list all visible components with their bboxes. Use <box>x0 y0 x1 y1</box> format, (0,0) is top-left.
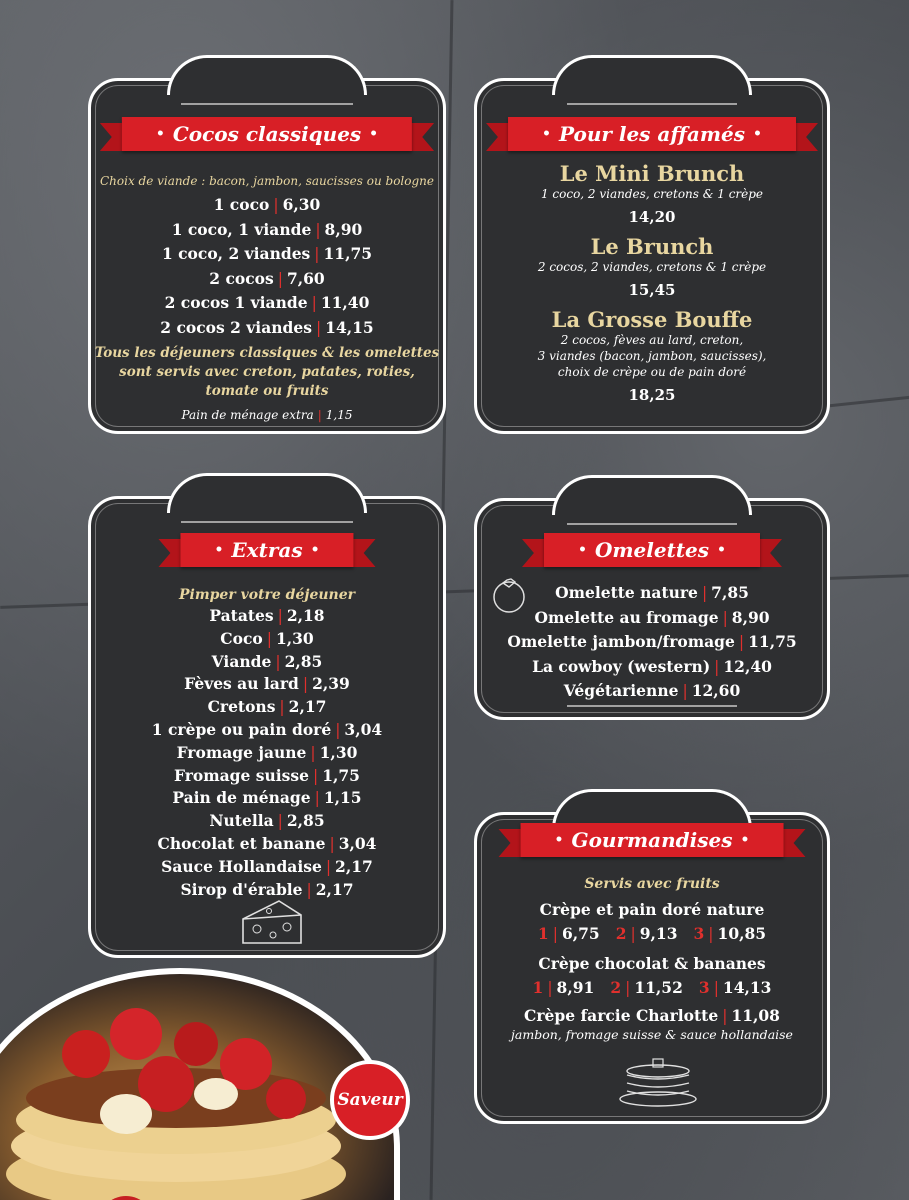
menu-item <box>477 655 827 680</box>
menu-item-price: 3,04 <box>338 833 377 853</box>
combo-desc: 2 cocos, 2 viandes, cretons & 1 crèpe <box>537 260 767 274</box>
price-tiers <box>477 923 827 945</box>
separator: | <box>277 269 283 288</box>
menu-item-price: 2,17 <box>335 856 373 876</box>
panel-top-arch <box>552 55 752 95</box>
tier-price: 6,75 <box>561 924 600 943</box>
separator: | <box>325 857 332 876</box>
price-tier <box>699 978 772 997</box>
separator: | <box>708 925 714 943</box>
menu-item-price: 11,75 <box>748 632 797 651</box>
menu-list <box>91 605 443 901</box>
separator: | <box>738 633 745 651</box>
menu-item <box>91 810 443 833</box>
separator: | <box>311 294 317 312</box>
menu-item-price: 2,18 <box>286 606 325 625</box>
section-ribbon <box>521 823 784 857</box>
menu-item <box>477 679 827 704</box>
menu-item-name: 1 coco <box>213 195 270 214</box>
menu-item-name: Coco <box>220 628 263 648</box>
menu-item-name: La cowboy (western) <box>532 656 711 676</box>
menu-item-name: Omelette au fromage <box>534 607 719 627</box>
separator: | <box>329 834 335 853</box>
tier-count: 1 <box>532 978 544 997</box>
separator: | <box>314 245 320 263</box>
menu-item-price: 6,30 <box>282 195 321 214</box>
menu-item: Crèpe farcie Charlotte | 11,08 <box>524 1006 780 1025</box>
menu-item-price: 12,60 <box>691 681 741 700</box>
combo-desc: choix de crèpe ou de pain doré <box>557 365 747 379</box>
section-ribbon <box>508 117 796 151</box>
extras-intro: Pimper votre déjeuner <box>178 587 355 603</box>
separator: | <box>266 629 272 648</box>
separator: | <box>335 720 341 739</box>
menu-item-price: 7,60 <box>286 268 325 288</box>
menu-item <box>477 630 827 655</box>
separator: | <box>315 220 321 239</box>
tier-price: 14,13 <box>722 978 772 997</box>
separator: | <box>722 608 728 627</box>
section-ribbon <box>544 533 760 567</box>
tier-price: 8,91 <box>556 978 595 997</box>
separator: | <box>314 789 320 808</box>
menu-item-price: 11,75 <box>323 244 373 263</box>
combo-price: 15,45 <box>628 281 676 299</box>
menu-item-price: 8,90 <box>731 607 770 627</box>
menu-item-name: Sauce Hollandaise <box>161 856 322 876</box>
extras-panel <box>88 496 446 958</box>
separator: | <box>277 607 283 625</box>
price-tier <box>616 924 678 943</box>
menu-item-name: 2 cocos 2 viandes <box>160 317 312 337</box>
omelettes-panel <box>474 498 830 720</box>
price-tiers <box>477 977 827 999</box>
divider <box>567 523 737 525</box>
menu-item-price: 2,85 <box>286 811 325 831</box>
menu-item-price: 7,85 <box>711 583 749 602</box>
menu-item <box>477 606 827 631</box>
menu-list <box>91 193 443 340</box>
menu-item <box>91 742 443 765</box>
combo-price: 18,25 <box>628 386 676 404</box>
combo-desc: 3 viandes (bacon, jambon, saucisses), <box>537 349 767 363</box>
menu-item-name: Patates <box>209 606 274 625</box>
menu-item <box>91 193 443 218</box>
served-note: tomate ou fruits <box>205 383 329 399</box>
combo-title: Le Brunch <box>590 234 714 259</box>
menu-item-price: 2,85 <box>284 651 323 671</box>
separator: | <box>682 682 688 700</box>
menu-item-name: 1 coco, 2 viandes <box>161 244 311 263</box>
menu-item-name: Viande <box>211 651 272 671</box>
menu-item-price: 1,15 <box>323 788 362 808</box>
extra-bread-line: Pain de ménage extra | 1,15 <box>181 408 353 422</box>
section-title: • Gourmandises • <box>521 823 784 857</box>
combo-item <box>477 234 827 301</box>
menu-item <box>91 291 443 316</box>
separator: | <box>714 657 720 676</box>
combo-title: Le Mini Brunch <box>559 161 745 186</box>
separator: | <box>279 698 285 717</box>
menu-item <box>91 856 443 879</box>
menu-item <box>91 765 443 788</box>
separator: | <box>630 925 636 943</box>
menu-item-name: Crèpe et pain doré nature <box>539 900 765 919</box>
menu-item-price: 14,15 <box>325 317 374 337</box>
menu-item-name: Chocolat et banane <box>157 833 326 853</box>
menu-item-name: Fromage suisse <box>174 765 309 785</box>
menu-item-price: 1,75 <box>322 765 360 785</box>
menu-item-name: Omelette jambon/fromage <box>507 632 735 651</box>
section-title: • Omelettes • <box>544 533 760 567</box>
section-ribbon <box>122 117 412 151</box>
menu-item-name: Cretons <box>207 697 276 717</box>
menu-item <box>91 242 443 267</box>
gourmandises-panel <box>474 812 830 1124</box>
menu-item-price: 2,39 <box>312 674 350 694</box>
separator: | <box>552 925 558 943</box>
served-note: Tous les déjeuners classiques & les omelettes <box>94 345 440 361</box>
separator: | <box>625 979 631 997</box>
menu-item-price: 1,30 <box>275 628 314 648</box>
price-tier <box>538 924 600 943</box>
menu-item-name: 2 cocos <box>209 268 274 288</box>
menu-item-name: 1 crèpe ou pain doré <box>151 719 332 739</box>
menu-item <box>91 605 443 628</box>
saveur-badge: Saveur <box>330 1060 410 1140</box>
panel-top-arch <box>167 473 367 513</box>
section-title: • Pour les affamés • <box>508 117 796 151</box>
section-ribbon <box>180 533 353 567</box>
menu-item-price: 3,04 <box>344 719 383 739</box>
cocos-panel <box>88 78 446 434</box>
separator: | <box>275 652 281 671</box>
menu-item <box>91 696 443 719</box>
menu-item-name: Nutella <box>209 811 274 831</box>
menu-item-name: Fèves au lard <box>184 674 299 694</box>
price-tier <box>694 924 767 943</box>
cheese-icon <box>239 897 305 949</box>
separator: | <box>701 584 708 602</box>
divider <box>181 103 353 105</box>
menu-item-name: Fromage jaune <box>176 742 307 762</box>
section-title: • Extras • <box>180 533 353 567</box>
panel-top-arch <box>552 475 752 515</box>
pancake-icon <box>615 1051 701 1109</box>
menu-list <box>477 161 827 412</box>
combo-price: 14,20 <box>628 208 676 226</box>
menu-item <box>91 316 443 341</box>
menu-item <box>477 581 827 606</box>
menu-item-price: 2,17 <box>288 697 327 717</box>
tier-count: 2 <box>610 978 622 997</box>
menu-item-price: 1,30 <box>319 742 358 762</box>
menu-item-name: Pain de ménage <box>172 788 311 808</box>
tier-price: 10,85 <box>717 924 767 943</box>
price-tier <box>533 978 595 997</box>
meat-choice-note: Choix de viande : bacon, jambon, saucisses ou bologne <box>99 174 434 188</box>
menu-item-price: 8,90 <box>324 219 363 239</box>
separator: | <box>315 318 322 337</box>
menu-item-name: 2 cocos 1 viande <box>164 293 308 312</box>
tier-count: 2 <box>615 924 627 943</box>
menu-item-price: 12,40 <box>723 656 772 676</box>
menu-item <box>91 267 443 292</box>
combo-desc: 1 coco, 2 viandes, cretons & 1 crèpe <box>540 187 764 201</box>
menu-item-name: Sirop d'érable <box>180 879 303 899</box>
tier-price: 11,52 <box>634 978 683 997</box>
served-note: sont servis avec creton, patates, roties, <box>119 364 415 380</box>
menu-item-price: 11,40 <box>320 293 370 312</box>
price-tier <box>610 978 683 997</box>
separator: | <box>310 743 316 762</box>
divider <box>181 521 353 523</box>
tier-count: 3 <box>693 924 705 943</box>
divider <box>567 103 737 105</box>
affames-panel <box>474 78 830 434</box>
menu-item-name: Crèpe chocolat & bananes <box>538 954 766 973</box>
menu-list <box>477 581 827 704</box>
combo-item <box>477 307 827 406</box>
menu-item-price: 2,17 <box>315 879 354 899</box>
separator: | <box>713 979 719 997</box>
menu-item <box>91 833 443 856</box>
menu-item <box>91 719 443 742</box>
tier-count: 1 <box>537 924 549 943</box>
menu-item <box>91 673 443 696</box>
combo-item <box>477 161 827 228</box>
separator: | <box>306 880 312 899</box>
separator: | <box>312 766 319 785</box>
menu-item-desc: jambon, fromage suisse & sauce hollandaise <box>511 1027 793 1042</box>
menu-item <box>91 787 443 810</box>
menu-item <box>91 628 443 651</box>
separator: | <box>277 812 283 831</box>
menu-item <box>91 218 443 243</box>
separator: | <box>547 979 553 997</box>
menu-item-name: Omelette nature <box>555 583 698 602</box>
panel-top-arch <box>167 55 367 95</box>
menu-item <box>91 651 443 674</box>
menu-item-name: 1 coco, 1 viande <box>171 219 312 239</box>
gourmandises-intro: Servis avec fruits <box>584 876 720 892</box>
menu-item-name: Végétarienne <box>563 681 679 700</box>
section-title: • Cocos classiques • <box>122 117 412 151</box>
tier-price: 9,13 <box>639 924 678 943</box>
combo-title: La Grosse Bouffe <box>551 307 753 332</box>
divider <box>567 705 737 707</box>
tier-count: 3 <box>698 978 710 997</box>
separator: | <box>302 675 309 694</box>
combo-desc: 2 cocos, fèves au lard, creton, <box>560 333 744 347</box>
separator: | <box>273 196 279 214</box>
